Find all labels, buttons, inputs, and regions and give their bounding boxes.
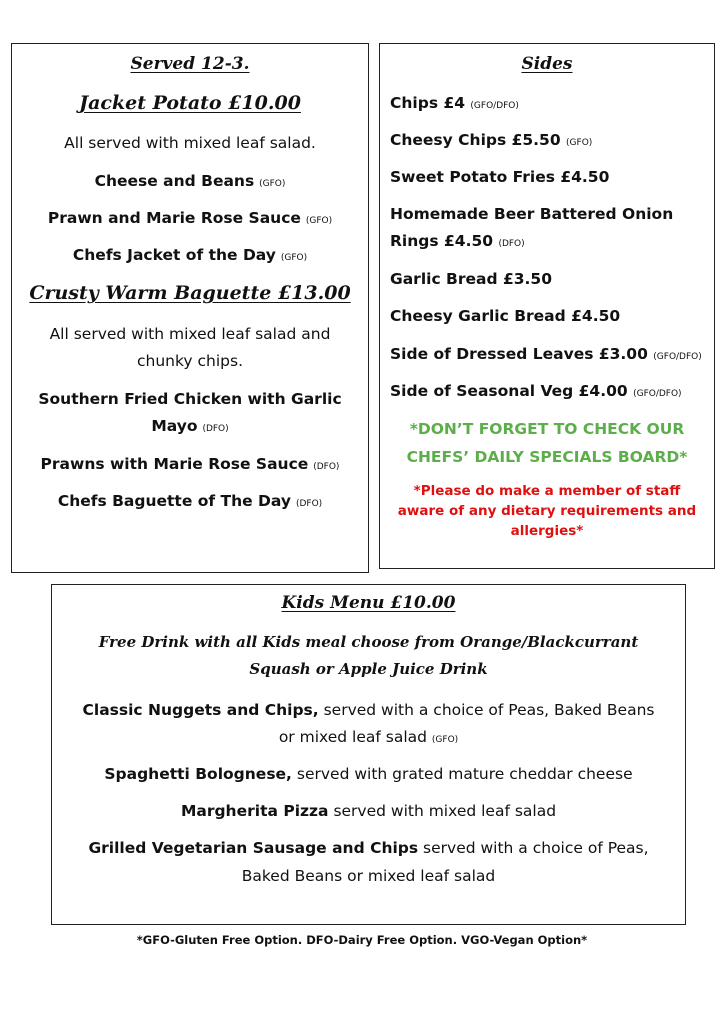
kids-item-name: Margherita Pizza [180, 802, 329, 820]
side-item [390, 201, 706, 228]
menu-item [22, 242, 358, 272]
side-item-name: Side of Dressed Leaves £3.00 [390, 345, 648, 363]
diet-tag: (GFO) [259, 179, 286, 189]
diet-tag: (GFO) [566, 138, 593, 148]
allergy-line: aware of any dietary requirements and [397, 503, 697, 519]
allergy-line: allergies* [510, 523, 584, 539]
kids-item-continued [62, 724, 675, 754]
side-item-name: Side of Seasonal Veg £4.00 [390, 382, 628, 400]
kids-item-desc: served with grated mature cheddar cheese [291, 765, 633, 783]
menu-item-name: Southern Fried Chicken with Garlic [38, 390, 342, 408]
menu-item-name: Chefs Baguette of The Day [57, 492, 292, 510]
kids-item-desc: served with mixed leaf salad [328, 802, 557, 820]
side-item-name: Chips £4 [390, 94, 466, 112]
side-item [390, 303, 706, 330]
side-item-name: Sweet Potato Fries £4.50 [390, 168, 610, 186]
side-item [390, 266, 706, 293]
diet-tag: (GFO) [305, 216, 333, 226]
menu-item-name: Prawn and Marie Rose Sauce [47, 209, 301, 227]
side-item-name: Rings £4.50 [390, 232, 494, 250]
menu-item [22, 168, 358, 198]
menu-item [22, 205, 358, 235]
diet-tag: (GFO/DFO) [633, 389, 682, 399]
side-item [390, 164, 706, 191]
side-item [390, 90, 706, 120]
kids-menu-panel [51, 584, 686, 925]
side-item [390, 127, 706, 157]
specials-line: *DON’T FORGET TO CHECK OUR [409, 420, 685, 438]
kids-item-desc: served with a choice of Peas, Baked Beans [318, 701, 655, 719]
kids-item-desc: Baked Beans or mixed leaf salad [241, 867, 496, 885]
menu-item [22, 451, 358, 481]
menu-item [22, 386, 358, 413]
drink-line: Squash or Apple Juice Drink [249, 660, 488, 678]
side-item-name: Cheesy Chips £5.50 [390, 131, 561, 149]
kids-item-name: Spaghetti Bolognese, [104, 765, 292, 783]
kids-item-desc: or mixed leaf salad [278, 728, 427, 746]
diet-tag: (GFO) [431, 735, 459, 745]
diet-tag: (DFO) [202, 424, 229, 434]
kids-item [62, 761, 675, 788]
kids-item-name: Classic Nuggets and Chips, [82, 701, 319, 719]
menu-item-name: Chefs Jacket of the Day [72, 246, 276, 264]
kids-item-name: Grilled Vegetarian Sausage and Chips [88, 839, 419, 857]
sides-heading: Sides [521, 54, 573, 74]
side-item-continued [390, 228, 706, 258]
menu-item-name: Mayo [151, 417, 198, 435]
kids-item [62, 835, 675, 862]
kids-item-continued [62, 863, 675, 890]
kids-item-desc: served with a choice of Peas, [418, 839, 649, 857]
diet-tag: (DFO) [313, 462, 340, 472]
diet-tag: (GFO/DFO) [470, 101, 519, 111]
dietary-key-footnote: *GFO-Gluten Free Option. DFO-Dairy Free Option. VGO-Vegan Option* [136, 933, 588, 947]
kids-free-drink-note [72, 629, 665, 683]
lunch-menu-panel [11, 43, 369, 573]
diet-tag: (GFO/DFO) [653, 352, 702, 362]
menu-item [22, 488, 358, 518]
side-item [390, 341, 706, 371]
jacket-note: All served with mixed leaf salad. [64, 134, 316, 152]
side-item [390, 378, 706, 408]
allergy-notice [388, 481, 706, 541]
menu-item-name: Cheese and Beans [94, 172, 255, 190]
side-item-name: Homemade Beer Battered Onion [390, 205, 674, 223]
specials-line: CHEFS’ DAILY SPECIALS BOARD* [406, 448, 688, 466]
kids-item [62, 798, 675, 825]
kids-menu-heading: Kids Menu £10.00 [281, 593, 456, 613]
jacket-potato-heading: Jacket Potato £10.00 [79, 92, 301, 114]
drink-line: Free Drink with all Kids meal choose from Orange/Blackcurrant [98, 633, 639, 651]
side-item-name: Cheesy Garlic Bread £4.50 [390, 307, 621, 325]
baguette-note-line: chunky chips. [136, 352, 243, 370]
menu-item-continued [22, 413, 358, 443]
menu-item-name: Prawns with Marie Rose Sauce [40, 455, 309, 473]
specials-board-notice [388, 415, 706, 471]
kids-item [62, 697, 675, 724]
diet-tag: (DFO) [295, 499, 323, 509]
allergy-line: *Please do make a member of staff [413, 483, 681, 499]
baguette-heading: Crusty Warm Baguette £13.00 [29, 282, 351, 304]
sides-menu-panel [379, 43, 715, 569]
diet-tag: (DFO) [498, 239, 525, 249]
baguette-note-line: All served with mixed leaf salad and [49, 325, 331, 343]
side-item-name: Garlic Bread £3.50 [390, 270, 552, 288]
diet-tag: (GFO) [280, 253, 308, 263]
lunch-served-heading: Served 12-3. [130, 54, 250, 74]
